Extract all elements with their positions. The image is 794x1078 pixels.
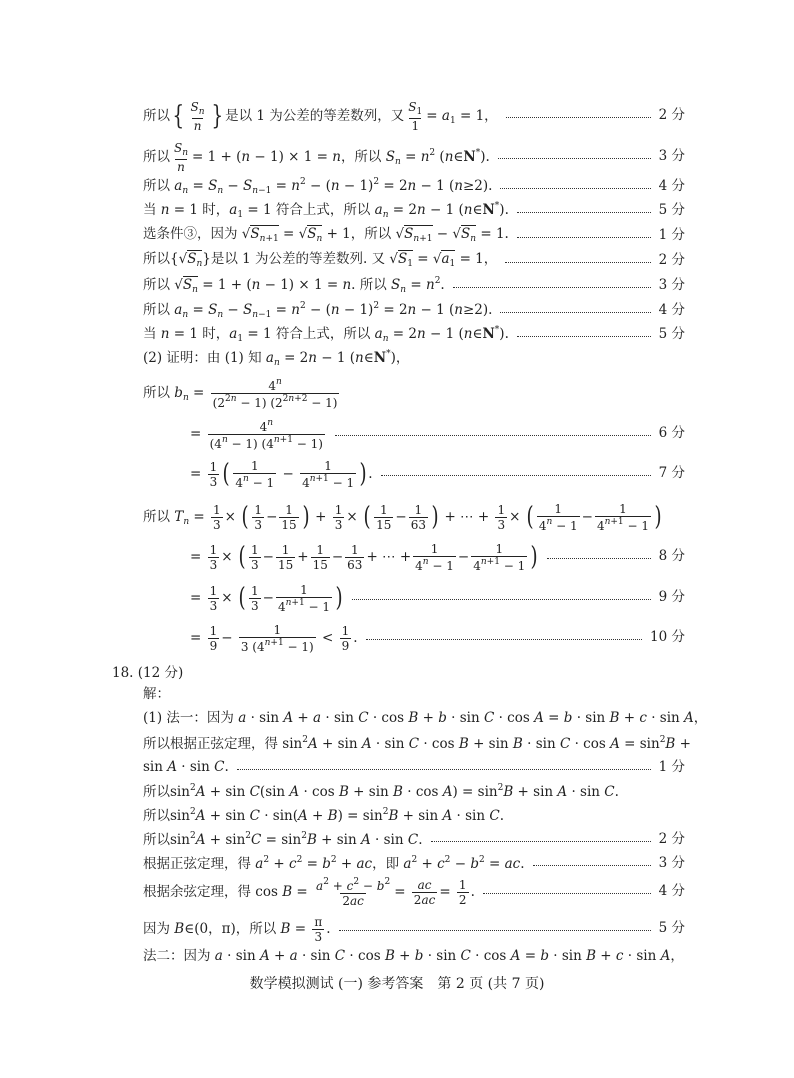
answer-line-text: 所以 $a_n = S_n - S_{n-1} = n^2 - (n - 1)^2 = 2n - 1$ (n≥2). bbox=[143, 177, 493, 196]
leader-dots bbox=[517, 336, 651, 337]
leader-dots bbox=[339, 930, 651, 931]
leader-dots bbox=[498, 158, 651, 159]
answer-line-text: 选条件③，因为 $√S_{n+1} = √S_n + 1$，所以 $√S_{n+1} - √S_n = 1$. bbox=[143, 226, 509, 244]
answer-line bbox=[143, 731, 691, 757]
answer-line bbox=[143, 827, 685, 853]
answer-line bbox=[143, 682, 685, 708]
answer-line-text: 所以$\{√S_n\}$是以 1 为公差的等差数列. 又 $√S_1 = √a_1 = 1$， bbox=[143, 251, 498, 269]
leader-dots bbox=[335, 435, 651, 436]
leader-dots bbox=[505, 262, 650, 263]
answer-line-text: 所以根据正弦定理，得 $\sin^2A + \sin A \cdot \sin C \cdot \cos B + \sin B \cdot \sin C \cdot \cos A = \sin^2B$ + bbox=[143, 735, 691, 753]
answer-line-text: = $\frac{1}{3}$ ( $\frac{1}{4^n - 1}$ − $\frac{1}{4^{n+1} - 1}$ ) . bbox=[190, 458, 373, 490]
answer-line bbox=[143, 874, 685, 910]
answer-line-text: 所以$\sin^2A + \sin^2C = \sin^2B + \sin A \cdot \sin C$. bbox=[143, 831, 423, 849]
page-footer: 数学模拟测试 (一) 参考答案 第 2 页 (共 7 页) bbox=[249, 976, 545, 992]
leader-dots bbox=[506, 117, 651, 118]
answer-line-text: 所以 $\frac{S_n}{n}$ = 1 + (n − 1) × 1 = n，所以 $S_n = n^2$ (n∈N*). bbox=[143, 140, 490, 174]
answer-line bbox=[143, 944, 685, 970]
answer-line-text: 法二：因为 a · sin A + a · sin C · cos B + b · sin C · cos A = b · sin B + c · sin A， bbox=[143, 948, 684, 965]
score-mark: 1 分 bbox=[658, 227, 685, 244]
problem-18-heading: 18. (12 分) bbox=[112, 665, 184, 681]
answer-line bbox=[143, 497, 685, 537]
answer-line bbox=[143, 755, 685, 781]
leader-dots bbox=[500, 312, 650, 313]
answer-line-text: 当 n = 1 时，$a_1 = 1$ 符合上式，所以 $a_n = 2n - 1$ (n∈N*). bbox=[143, 325, 509, 344]
answer-line bbox=[190, 416, 685, 452]
answer-line bbox=[143, 248, 685, 274]
answer-line bbox=[143, 141, 685, 173]
score-mark: 4 分 bbox=[658, 178, 685, 195]
score-mark: 5 分 bbox=[658, 326, 685, 343]
answer-line-text: 解： bbox=[143, 686, 170, 703]
score-mark: 8 分 bbox=[658, 548, 685, 565]
answer-line-text: 所以{ $\frac{S_n}{n}$ } 是以 1 为公差的等差数列，又 $\frac{S_1}{1}$ = $a_1 = 1$， bbox=[143, 99, 498, 133]
answer-line bbox=[143, 803, 685, 829]
answer-line bbox=[143, 273, 685, 299]
leader-dots bbox=[381, 475, 651, 476]
score-mark: 6 分 bbox=[658, 425, 685, 442]
score-mark: 2 分 bbox=[658, 252, 685, 269]
leader-dots bbox=[533, 865, 651, 866]
score-mark: 10 分 bbox=[650, 629, 685, 646]
answer-line-text: 所以 $√S_n = 1 + (n - 1) \times 1 = n$. 所以 $S_n = n^2$. bbox=[143, 276, 445, 295]
leader-dots bbox=[517, 212, 651, 213]
answer-line-text: 所以 $b_n$ = $\frac{4^n}{(2^{2n} - 1) (2^{2n+2} - 1)}$ bbox=[143, 376, 338, 410]
leader-dots bbox=[483, 893, 651, 894]
score-mark: 7 分 bbox=[658, 465, 685, 482]
answer-line-text: (2) 证明：由 (1) 知 $a_n = 2n - 1$ (n∈N*)， bbox=[143, 349, 410, 368]
answer-line bbox=[143, 779, 685, 805]
score-mark: 5 分 bbox=[658, 202, 685, 219]
answer-line-text: = $\frac{1}{9}$ − $\frac{1}{3 (4^{n+1} - 1)}$ < $\frac{1}{9}$ . bbox=[190, 622, 358, 654]
answer-line bbox=[143, 174, 685, 200]
answer-line bbox=[143, 706, 708, 732]
leader-dots bbox=[366, 639, 642, 640]
answer-line-text: (1) 法一：因为 a · sin A + a · sin C · cos B + b · sin C · cos A = b · sin B + c · sin A， bbox=[143, 710, 708, 727]
score-mark: 3 分 bbox=[658, 855, 685, 872]
answer-line-text: sin A · sin C. bbox=[143, 759, 229, 776]
answer-line-text: 所以 $T_n$ = $\frac{1}{3}$ × ( $\frac{1}{3}$ − $\frac{1}{15}$ ) + $\frac{1}{3}$ × ( $\frac{1}{15}$ − $\frac{1}{63}$ ) + ⋯ + $\frac{1}{3}$ × ( $\frac{1}{4^n - 1}$ − $\frac{1}{4^{n+1} - 1}$ ) bbox=[143, 501, 662, 533]
answer-line bbox=[190, 455, 685, 493]
answer-line bbox=[143, 198, 685, 224]
score-mark: 2 分 bbox=[658, 107, 685, 124]
answer-line bbox=[190, 537, 685, 577]
score-mark: 4 分 bbox=[658, 302, 685, 319]
leader-dots bbox=[352, 599, 650, 600]
score-mark: 3 分 bbox=[658, 148, 685, 165]
answer-line bbox=[143, 100, 685, 132]
leader-dots bbox=[500, 188, 650, 189]
answer-line bbox=[143, 322, 685, 348]
answer-line-text: = $\frac{4^n}{(4^n - 1) (4^{n+1} - 1)}$ bbox=[190, 417, 323, 451]
leader-dots bbox=[453, 287, 651, 288]
answer-line-text: 所以 $a_n = S_n - S_{n-1} = n^2 - (n - 1)^2 = 2n - 1$ (n≥2). bbox=[143, 301, 493, 320]
answer-line-text: = $\frac{1}{3}$ × ( $\frac{1}{3}$ − $\frac{1}{4^{n+1} - 1}$ ) bbox=[190, 582, 343, 614]
answer-line bbox=[190, 578, 685, 618]
score-mark: 4 分 bbox=[658, 883, 685, 900]
leader-dots bbox=[431, 841, 651, 842]
answer-line-text: 根据正弦定理，得 $a^2 + c^2 = b^2$ + ac，即 $a^2 + c^2 - b^2$ = ac. bbox=[143, 855, 525, 873]
answer-line-text: 所以$\sin^2A + \sin C \cdot \sin(A + B) = \sin^2B + \sin A \cdot \sin C$. bbox=[143, 807, 504, 825]
answer-line-text: 根据余弦定理，得 cos B = $\frac{a^2 + c^2 - b^2}{2ac}$ = $\frac{ac}{2ac}$ = $\frac{1}{2}$ . bbox=[143, 876, 475, 908]
score-mark: 2 分 bbox=[658, 831, 685, 848]
score-mark: 3 分 bbox=[658, 277, 685, 294]
answer-line bbox=[143, 375, 685, 411]
answer-line-text: = $\frac{1}{3}$ × ( $\frac{1}{3}$ − $\frac{1}{15}$ + $\frac{1}{15}$ − $\frac{1}{63}$ + ⋯ + $\frac{1}{4^n - 1}$ − $\frac{1}{4^{n+1} - 1}$ ) bbox=[190, 541, 538, 573]
leader-dots bbox=[237, 769, 651, 770]
answer-line bbox=[143, 912, 685, 946]
leader-dots bbox=[547, 558, 650, 559]
answer-line-text: 因为 B∈(0，π)，所以 B = $\frac{\pi}{3}$ . bbox=[143, 914, 331, 944]
score-mark: 9 分 bbox=[658, 589, 685, 606]
answer-line bbox=[143, 223, 685, 249]
answer-line bbox=[143, 346, 685, 372]
score-mark: 1 分 bbox=[658, 759, 685, 776]
answer-line-text: 所以$\sin^2A + \sin C(\sin$ $A \cdot \cos B + \sin B \cdot \cos A) = \sin^2B + \sin A \cdot \sin C$. bbox=[143, 783, 619, 801]
answer-line-text: 当 n = 1 时，$a_1 = 1$ 符合上式，所以 $a_n = 2n - 1$ (n∈N*). bbox=[143, 201, 509, 220]
answer-line bbox=[143, 298, 685, 324]
leader-dots bbox=[517, 237, 651, 238]
answer-line bbox=[190, 618, 685, 658]
score-mark: 5 分 bbox=[658, 920, 685, 937]
